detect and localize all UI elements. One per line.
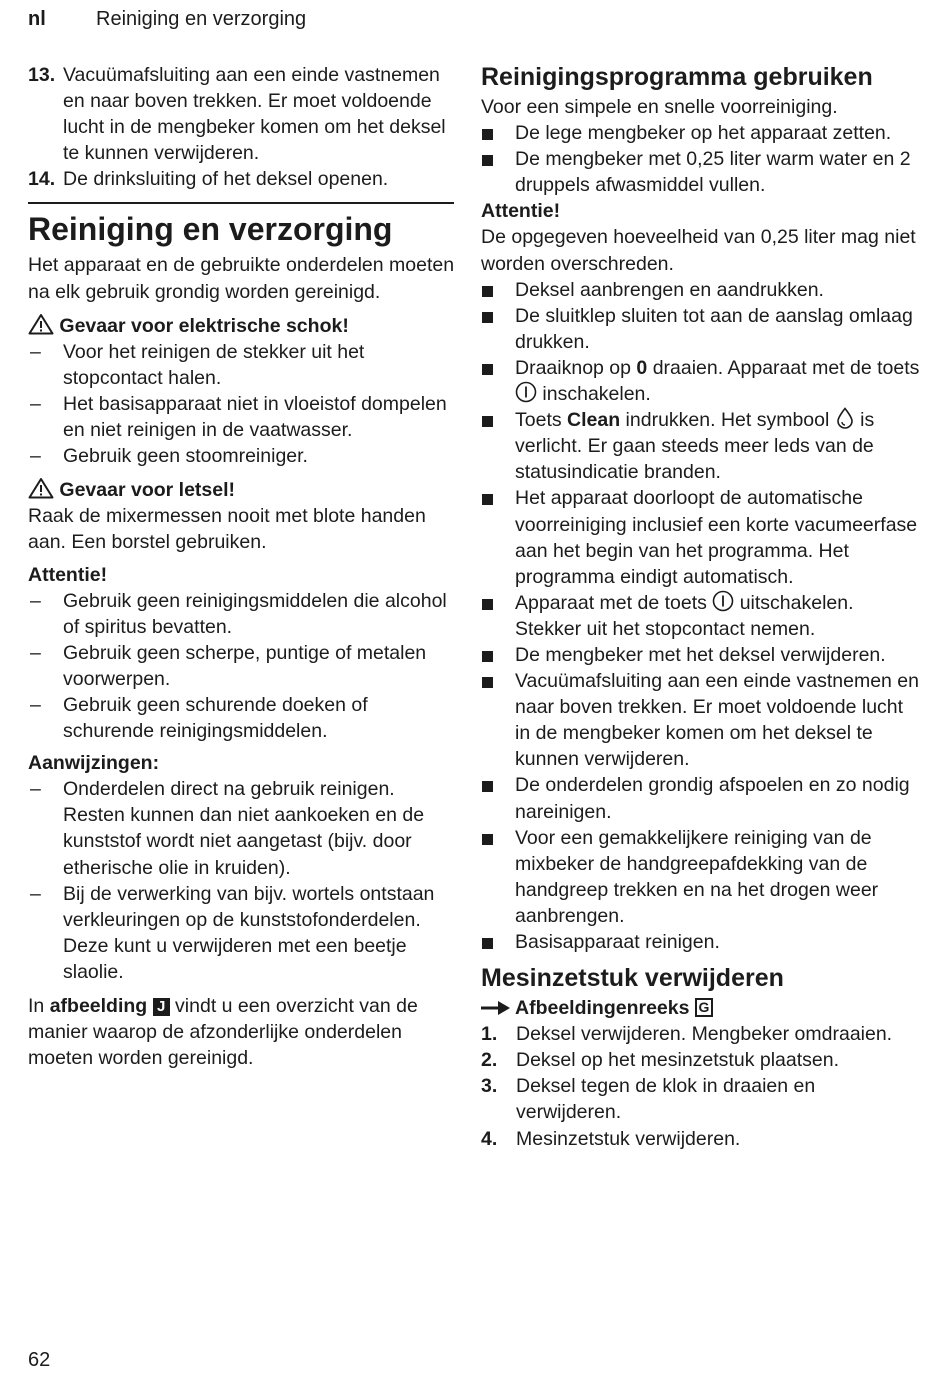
section-intro: Het apparaat en de gebruikte onderdelen moeten na elk gebruik grondig worden gereinigd. — [28, 254, 455, 303]
right-column — [481, 62, 921, 1152]
page-number: 62 — [28, 1349, 51, 1371]
bullet-square-icon — [482, 416, 493, 427]
bullet-square-icon — [482, 938, 493, 949]
page-header — [28, 6, 306, 32]
header-title: Reiniging en verzorging — [96, 8, 307, 30]
bullet-square-icon — [482, 286, 493, 297]
step-2: 2. Deksel op het mesinzetstuk plaatsen. — [481, 1049, 840, 1072]
figure-letter-badge: J — [153, 998, 170, 1016]
bullet-square-icon — [482, 312, 493, 323]
step-number: 13. — [28, 64, 56, 86]
program-title: Reinigingsprogramma gebruiken — [481, 63, 873, 91]
list-item: Draaiknop op 0 draaien. Apparaat met de toets inschakelen. — [481, 355, 921, 407]
list-item: Basisapparaat reinigen. — [481, 929, 921, 955]
arrow-right-icon — [481, 1000, 511, 1016]
bullet-square-icon — [482, 677, 493, 688]
warning-title: Gevaar voor letsel! — [59, 479, 236, 502]
bullet-square-icon — [482, 155, 493, 166]
section-divider — [28, 202, 454, 204]
list-item: – Gebruik geen schurende doeken of schurende reinigingsmiddelen. — [30, 693, 368, 743]
list-item: – Het basisapparaat niet in vloeistof dompelen en niet reinigen in de vaatwasser. — [30, 392, 447, 442]
bullet-square-icon — [482, 494, 493, 505]
bullet-square-icon — [482, 599, 493, 610]
list-item: Toets Clean indrukken. Het symbool is verlicht. Er gaan steeds meer leds van de statusindicatie branden. — [481, 407, 921, 485]
notes-title: Aanwijzingen: — [28, 752, 160, 775]
list-item: – Gebruik geen reinigingsmiddelen die alcohol of spiritus bevatten. — [30, 589, 447, 638]
language-code: nl — [28, 8, 46, 30]
list-item: – Voor het reinigen de stekker uit het stopcontact halen. — [30, 340, 365, 389]
bullet-square-icon — [482, 781, 493, 792]
attention-title: Attentie! — [28, 563, 108, 586]
step-4: 4. Mesinzetstuk verwijderen. — [481, 1127, 741, 1150]
warning-electric-shock — [28, 313, 456, 339]
list-item: Vacuümafsluiting aan een einde vastnemen en naar boven trekken. Er moet voldoende lucht in de mengbeker komen om het deksel te kunnen verwijderen. — [481, 668, 921, 772]
list-item: De lege mengbeker op het apparaat zetten. — [481, 120, 921, 146]
warning-triangle-icon — [28, 313, 54, 335]
list-item: De mengbeker met het deksel verwijderen. — [481, 642, 921, 668]
list-item: De sluitklep sluiten tot aan de aanslag omlaag drukken. — [481, 303, 921, 355]
list-item: Het apparaat doorloopt de automatische voorreiniging inclusief een korte vacumeerfase aan het begin van het programma. Het programma eindigt automatisch. — [481, 485, 921, 589]
list-item: – Gebruik geen scherpe, puntige of metalen voorwerpen. — [30, 641, 427, 690]
warning-triangle-icon — [28, 477, 54, 499]
figure-label: afbeelding — [49, 995, 148, 1017]
list-item: – Bij de verwerking van bijv. wortels ontstaan verkleuringen op de kunststofonderdelen. Deze kunt u verwijderen met een beetje slaolie. — [30, 882, 435, 983]
step-1: 1. Deksel verwijderen. Mengbeker omdraaien. — [481, 1023, 893, 1046]
bullet-square-icon — [482, 834, 493, 845]
power-button-icon — [712, 590, 734, 612]
blade-section-title: Mesinzetstuk verwijderen — [481, 964, 784, 993]
list-item: – Onderdelen direct na gebruik reinigen. Resten kunnen dan niet aankoeken en de kunststof wordt niet aangetast (bijv. door etherische olie in kruiden). — [30, 778, 425, 879]
step-14 — [28, 166, 456, 192]
program-intro: Voor een simpele en snelle voorreiniging. — [481, 96, 838, 118]
bullet-square-icon — [482, 364, 493, 375]
step-13 — [28, 62, 456, 166]
figure-series-reference — [481, 995, 921, 1021]
left-column — [28, 62, 456, 1071]
list-item: Apparaat met de toets uitschakelen. Stekker uit het stopcontact nemen. — [481, 590, 921, 642]
list-item: De mengbeker met 0,25 liter warm water en 2 druppels afwasmiddel vullen. — [481, 146, 921, 198]
list-item: – Gebruik geen stoomreiniger. — [30, 445, 308, 468]
list-item: De onderdelen grondig afspoelen en zo nodig nareinigen. — [481, 772, 921, 824]
bullet-square-icon — [482, 129, 493, 140]
step-number: 14. — [28, 168, 56, 191]
warning-text: Raak de mixermessen nooit met blote handen aan. Een borstel gebruiken. — [28, 505, 426, 554]
clean-drop-icon — [835, 407, 855, 429]
step-text: Vacuümafsluiting aan een einde vastnemen en naar boven trekken. Er moet voldoende lucht in de mengbeker komen om het deksel te kunnen verwijderen. — [63, 64, 446, 165]
figure-letter-badge: G — [695, 998, 713, 1017]
step-3: 3. Deksel tegen de klok in draaien en verwijderen. — [481, 1075, 816, 1124]
list-item: Voor een gemakkelijkere reiniging van de mixbeker de handgreepafdekking van de handgreep trekken en na het drogen weer aanbrengen. — [481, 825, 921, 929]
power-button-icon — [515, 381, 537, 403]
attention-title: Attentie! — [481, 200, 561, 223]
step-text: De drinksluiting of het deksel openen. — [63, 168, 389, 191]
figure-series-label: Afbeeldingenreeks — [515, 997, 690, 1020]
attention-text: De opgegeven hoeveelheid van 0,25 liter mag niet worden overschreden. — [481, 226, 916, 275]
bullet-square-icon — [482, 651, 493, 662]
warning-title: Gevaar voor elektrische schok! — [59, 314, 349, 337]
section-title: Reiniging en verzorging — [28, 211, 393, 248]
warning-injury — [28, 477, 456, 503]
list-item: Deksel aanbrengen en aandrukken. — [481, 277, 921, 303]
figure-reference-paragraph: In afbeelding J vindt u een overzicht van de manier waarop de afzonderlijke onderdelen moeten worden gereinigd. — [28, 995, 418, 1070]
